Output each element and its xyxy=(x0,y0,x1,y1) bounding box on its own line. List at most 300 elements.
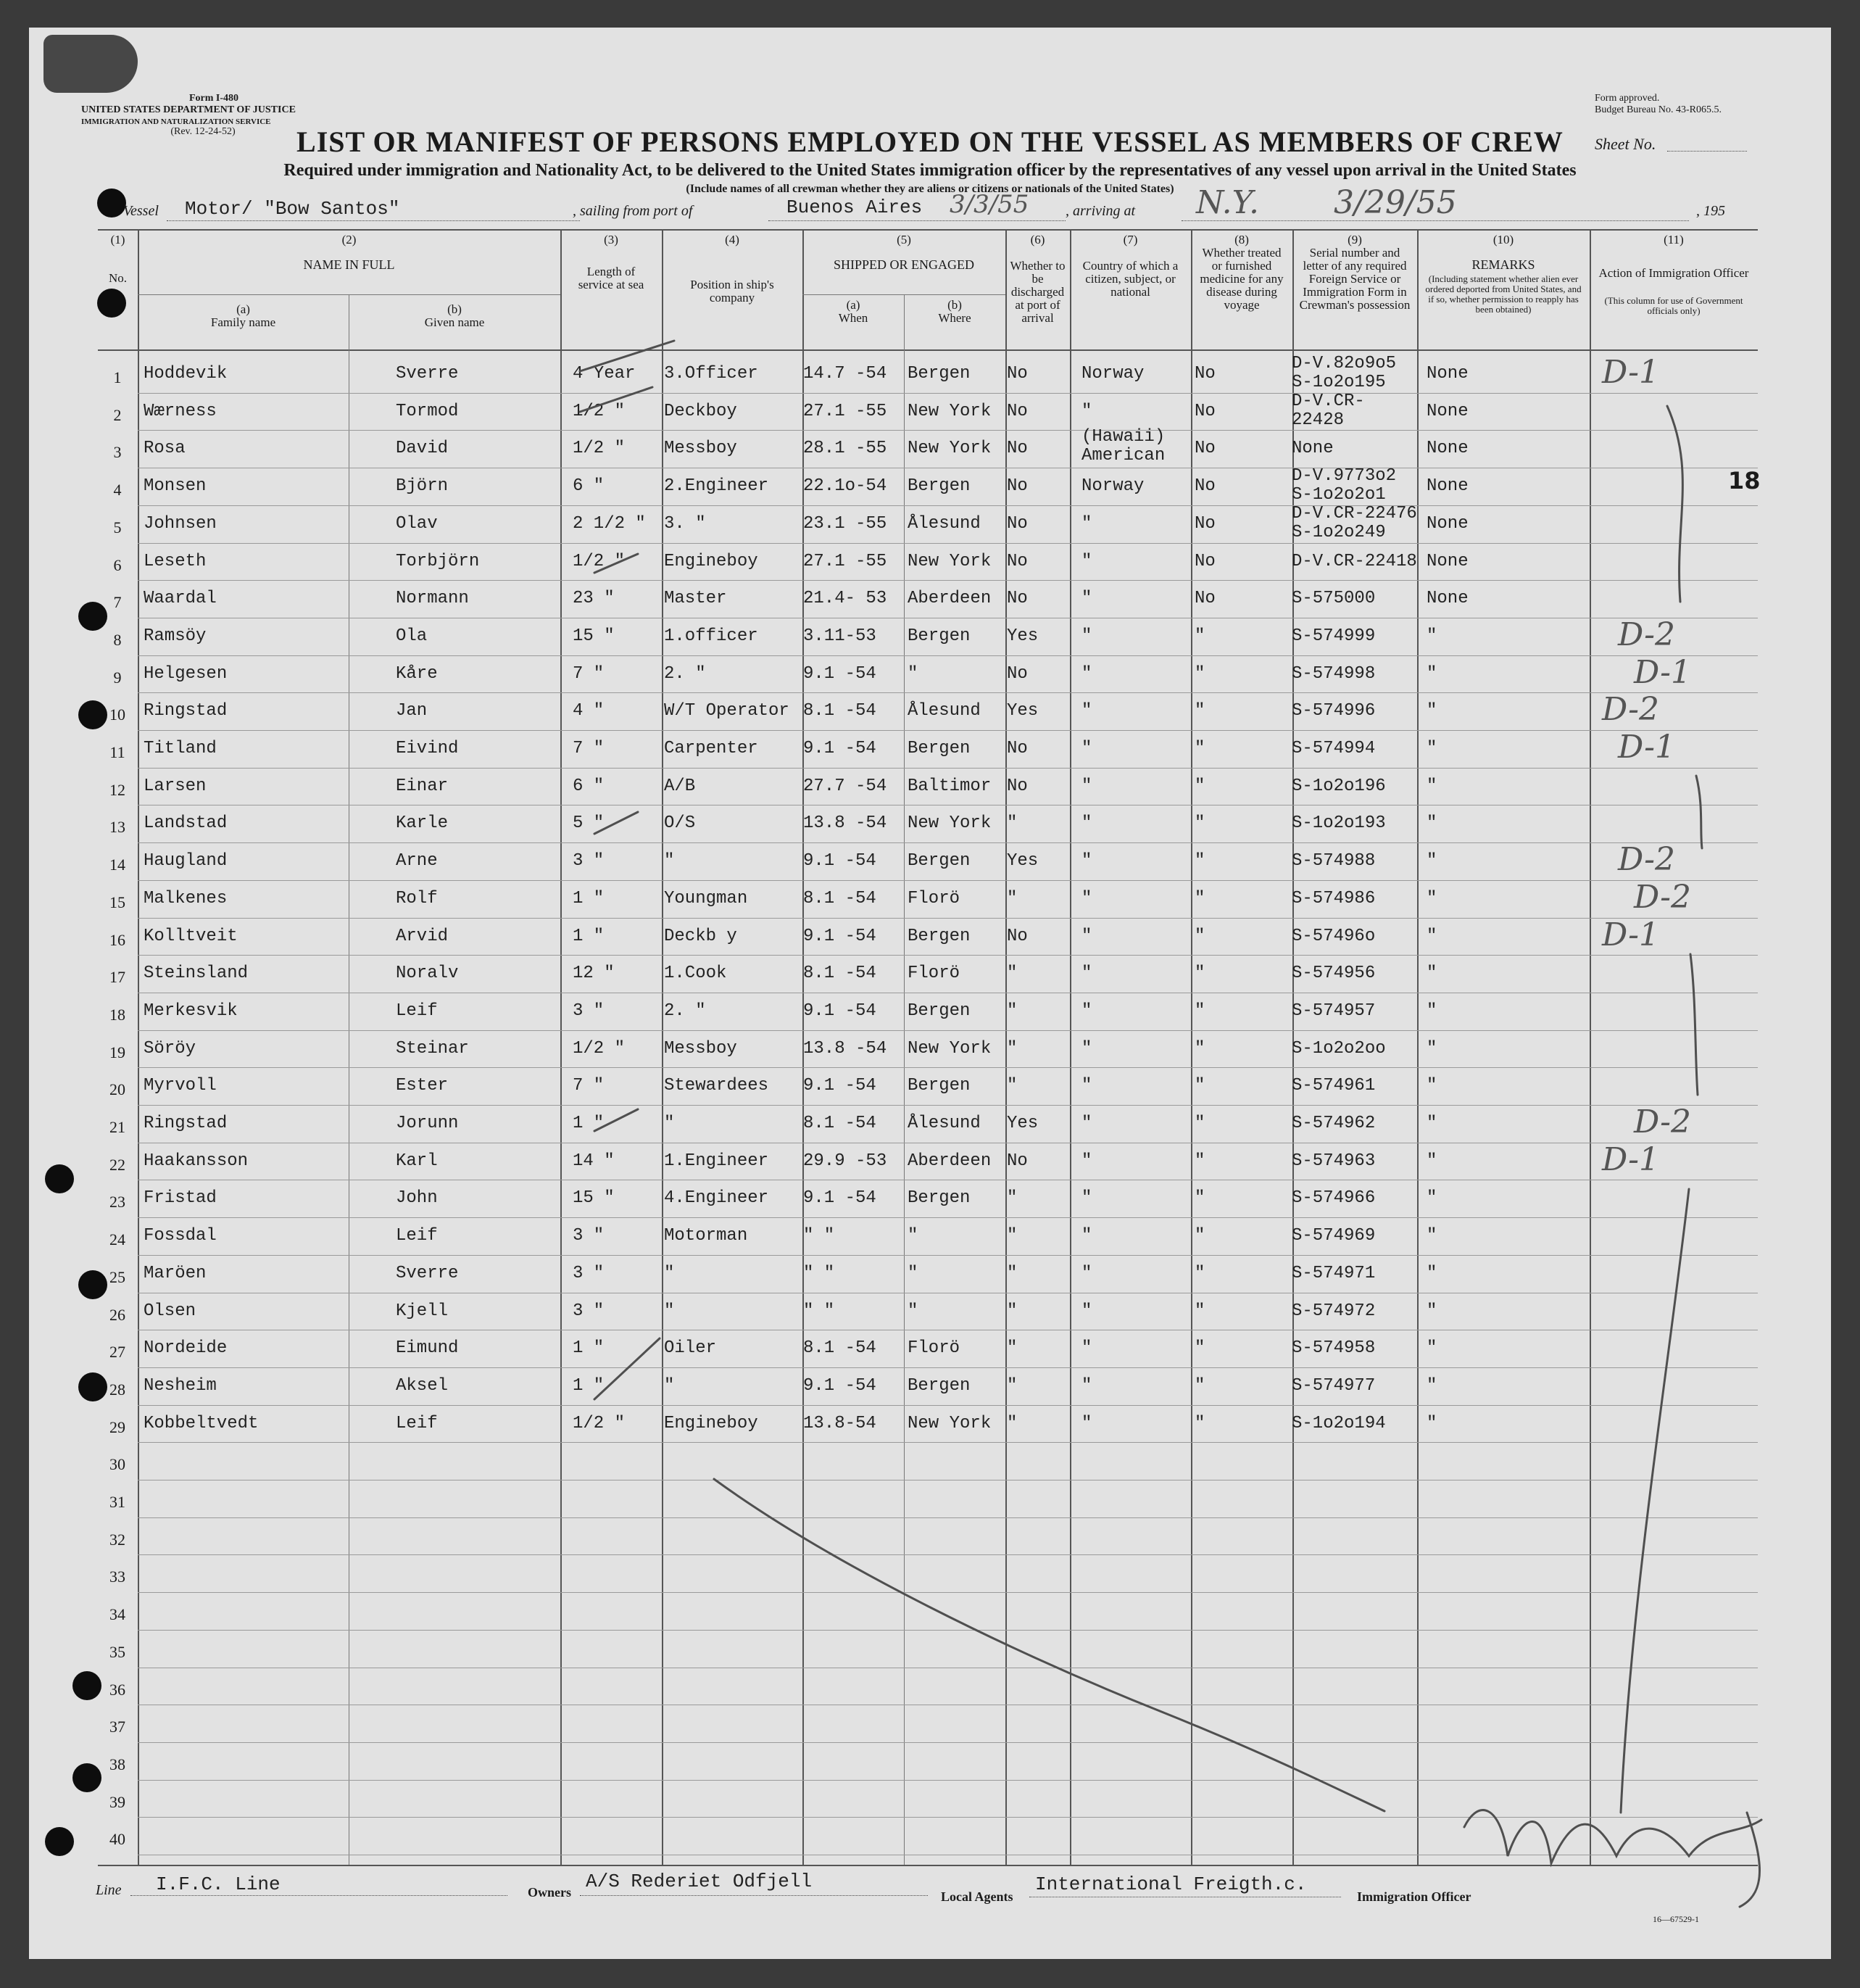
cell-country: " xyxy=(1081,513,1092,534)
cell-family: Wærness xyxy=(144,401,217,421)
cell-country: Norway xyxy=(1081,364,1145,384)
cell-when: 8.1 -54 xyxy=(803,888,876,908)
cell-discharged: " xyxy=(1007,1226,1018,1246)
cell-country: " xyxy=(1081,1263,1092,1283)
col-5b-letter: (b) xyxy=(947,298,962,312)
cell-where: Florö xyxy=(908,964,960,984)
line-label: Line xyxy=(96,1882,122,1898)
cell-given: Ester xyxy=(396,1076,449,1096)
form-approved: Form approved. xyxy=(1595,93,1660,104)
row-number: 3 xyxy=(113,443,122,462)
cell-treated: " xyxy=(1195,813,1205,834)
cell-given: Torbjörn xyxy=(396,551,480,571)
cell-discharged: No xyxy=(1007,739,1028,758)
length-check xyxy=(594,1338,660,1399)
cell-discharged: No xyxy=(1007,476,1028,497)
cell-serial: S-574961 xyxy=(1292,1076,1376,1096)
col-10-number: (10) xyxy=(1492,233,1514,247)
cell-treated: No xyxy=(1195,364,1216,384)
cell-treated: " xyxy=(1195,776,1205,796)
row-number: 34 xyxy=(109,1605,125,1624)
cell-discharged: " xyxy=(1007,1338,1018,1359)
col-where: Where xyxy=(938,311,971,325)
col-given-name: Given name xyxy=(424,315,485,329)
cell-family: Söröy xyxy=(144,1038,196,1059)
cell-serial: D-V.9773o2 xyxy=(1292,466,1397,486)
cell-remarks: " xyxy=(1427,926,1437,946)
cell-length: 7 " xyxy=(573,663,605,684)
cell-length: 15 " xyxy=(573,626,615,646)
cell-discharged: " xyxy=(1007,964,1018,984)
cell-family: Myrvoll xyxy=(144,1076,217,1096)
row-number: 9 xyxy=(113,668,122,687)
cell-family: Olsen xyxy=(144,1301,196,1321)
cell-given: Karle xyxy=(396,813,449,834)
cell-remarks: " xyxy=(1427,1001,1437,1021)
cell-where: Ålesund xyxy=(908,1114,981,1133)
row-number: 13 xyxy=(109,818,125,837)
cell-treated: " xyxy=(1195,1114,1205,1133)
cell-when: 13.8 -54 xyxy=(803,1038,887,1059)
cell-serial: S-574966 xyxy=(1292,1188,1376,1209)
cell-length: 14 " xyxy=(573,1151,615,1171)
cell-country: " xyxy=(1081,1413,1092,1433)
cell-family: Kobbeltvedt xyxy=(144,1413,259,1433)
cell-treated: " xyxy=(1195,663,1205,684)
cell-position: 2. " xyxy=(664,663,706,684)
cell-position: Oiler xyxy=(664,1338,717,1359)
budget-bureau-number: Budget Bureau No. 43-R065.5. xyxy=(1595,104,1722,115)
row-number: 36 xyxy=(109,1680,125,1699)
cell-country: " xyxy=(1081,813,1092,834)
cell-when: 8.1 -54 xyxy=(803,1114,876,1133)
cell-treated: " xyxy=(1195,739,1205,758)
cell-length: 5 " xyxy=(573,813,605,834)
margin-note: 18 xyxy=(1728,467,1761,494)
cell-given: Arvid xyxy=(396,926,449,946)
col-2a-letter: (a) xyxy=(236,302,250,316)
cell-length: 7 " xyxy=(573,739,605,758)
cell-serial: S-574996 xyxy=(1292,701,1376,721)
cell-where: Florö xyxy=(908,888,960,908)
owners-name: A/S Rederiet Odfjell xyxy=(586,1871,813,1892)
cell-serial: S-574969 xyxy=(1292,1226,1376,1246)
cell-given: Jorunn xyxy=(396,1114,459,1133)
col-when: When xyxy=(838,311,868,325)
cell-discharged: No xyxy=(1007,1151,1028,1171)
print-code: 16—67529-1 xyxy=(1653,1914,1699,1924)
cell-length: 12 " xyxy=(573,964,615,984)
row-number: 16 xyxy=(109,930,125,949)
cell-country: " xyxy=(1081,626,1092,646)
cell-discharged: No xyxy=(1007,551,1028,571)
cell-remarks: None xyxy=(1427,364,1469,384)
cell-family: Leseth xyxy=(144,551,207,571)
action-mark: D-2 xyxy=(1634,1103,1691,1140)
cell-country: " xyxy=(1081,964,1092,984)
cell-remarks: " xyxy=(1427,1188,1437,1209)
cell-discharged: " xyxy=(1007,813,1018,834)
cell-discharged: Yes xyxy=(1007,1114,1039,1133)
cell-position: Stewardees xyxy=(664,1076,769,1096)
cell-given: Rolf xyxy=(396,888,438,908)
cell-when: 13.8-54 xyxy=(803,1413,876,1433)
cell-when: 9.1 -54 xyxy=(803,1001,876,1021)
cell-treated: " xyxy=(1195,1001,1205,1021)
cell-position: Deckboy xyxy=(664,401,737,421)
row-number: 29 xyxy=(109,1417,125,1436)
cell-treated: " xyxy=(1195,1375,1205,1396)
col-remarks-note: (Including statement whether alien ever ordered deported from United States, and if so, whether permission to reapply has been obtained) xyxy=(1425,273,1582,315)
cell-position: Engineboy xyxy=(664,1413,758,1433)
cell-position: 1.officer xyxy=(664,626,758,646)
cell-given: Noralv xyxy=(396,964,459,984)
cell-remarks: " xyxy=(1427,701,1437,721)
cell-serial: S-574998 xyxy=(1292,663,1376,684)
cell-length: 1/2 " xyxy=(573,1038,626,1059)
cell-where: New York xyxy=(908,551,992,571)
cell-family: Landstad xyxy=(144,813,228,834)
cell-discharged: " xyxy=(1007,1375,1018,1396)
row-number: 17 xyxy=(109,968,125,987)
col-family-name: Family name xyxy=(210,315,276,329)
manifest-note: (Include names of all crewman whether they are aliens or citizens or nationals of the United States) xyxy=(686,183,1174,195)
row-number: 25 xyxy=(109,1267,125,1286)
cell-position: " xyxy=(664,1301,675,1321)
cell-treated: " xyxy=(1195,701,1205,721)
cell-treated: No xyxy=(1195,476,1216,497)
row-number: 14 xyxy=(109,856,125,874)
cell-country: " xyxy=(1081,926,1092,946)
cell-serial: S-574956 xyxy=(1292,964,1376,984)
action-mark: D-2 xyxy=(1602,691,1659,729)
cell-position: A/B xyxy=(664,776,696,796)
cell-given: Björn xyxy=(396,476,449,497)
owners-label: Owners xyxy=(528,1885,571,1900)
cell-country: Norway xyxy=(1081,476,1145,497)
cell-treated: No xyxy=(1195,439,1216,459)
cell-remarks: " xyxy=(1427,739,1437,758)
cell-position: " xyxy=(664,851,675,871)
cell-position: " xyxy=(664,1263,675,1283)
cell-treated: " xyxy=(1195,1226,1205,1246)
cell-remarks: " xyxy=(1427,1301,1437,1321)
cell-family: Ringstad xyxy=(144,701,228,721)
cell-where: Bergen xyxy=(908,1001,971,1021)
row-number: 4 xyxy=(113,481,122,500)
cell-position: " xyxy=(664,1114,675,1133)
cell-when: 9.1 -54 xyxy=(803,1188,876,1209)
cell-family: Larsen xyxy=(144,776,207,796)
cell-given: Leif xyxy=(396,1226,438,1246)
row-number: 27 xyxy=(109,1343,125,1362)
cell-country: " xyxy=(1081,739,1092,758)
cell-when: " " xyxy=(803,1263,835,1283)
cell-discharged: Yes xyxy=(1007,701,1039,721)
row-number: 11 xyxy=(109,743,125,761)
col-3-number: (3) xyxy=(604,233,618,247)
cell-treated: " xyxy=(1195,1338,1205,1359)
row-number: 38 xyxy=(109,1755,125,1773)
cell-when: 29.9 -53 xyxy=(803,1151,887,1171)
cell-when: 27.1 -55 xyxy=(803,401,887,421)
cell-position: Engineboy xyxy=(664,551,758,571)
row-number: 12 xyxy=(109,780,125,799)
length-check xyxy=(594,812,638,834)
cell-when: 9.1 -54 xyxy=(803,851,876,871)
cell-position: 2.Engineer xyxy=(664,476,769,497)
cell-country: " xyxy=(1081,1151,1092,1171)
cell-remarks: " xyxy=(1427,1375,1437,1396)
cell-treated: " xyxy=(1195,1188,1205,1209)
cell-where: " xyxy=(908,1263,918,1283)
cell-when: " " xyxy=(803,1301,835,1321)
cell-serial: S-1o2o2oo xyxy=(1292,1038,1386,1059)
cell-treated: " xyxy=(1195,1413,1205,1433)
cell-given: Normann xyxy=(396,589,469,609)
arriving-port: N.Y. xyxy=(1196,184,1260,221)
cell-family: Hoddevik xyxy=(144,364,228,384)
cell-treated: No xyxy=(1195,513,1216,534)
cell-when: " " xyxy=(803,1226,835,1246)
cell-position: Carpenter xyxy=(664,739,758,758)
cell-given: Sverre xyxy=(396,1263,459,1283)
cell-country: " xyxy=(1081,1076,1092,1096)
cell-treated: " xyxy=(1195,626,1205,646)
cell-length: 1 " xyxy=(573,1375,605,1396)
row-number: 15 xyxy=(109,892,125,911)
cell-length: 23 " xyxy=(573,589,615,609)
cell-discharged: " xyxy=(1007,1188,1018,1209)
cell-serial: S-574957 xyxy=(1292,1001,1376,1021)
cell-treated: " xyxy=(1195,1263,1205,1283)
cell-serial: S-574958 xyxy=(1292,1338,1376,1359)
cell-discharged: " xyxy=(1007,1263,1018,1283)
row-number: 1 xyxy=(113,368,122,386)
cell-given: Karl xyxy=(396,1151,438,1171)
cell-serial: S-574972 xyxy=(1292,1301,1376,1321)
length-check xyxy=(594,1109,638,1131)
col-no-label: No. xyxy=(108,271,128,285)
cell-country: " xyxy=(1081,1226,1092,1246)
row-number: 23 xyxy=(109,1193,125,1212)
cell-treated: No xyxy=(1195,589,1216,609)
cell-remarks: " xyxy=(1427,1151,1437,1171)
col-treated: Whether treated or furnished medicine for any disease during voyage xyxy=(1200,246,1284,312)
year-label: , 195 xyxy=(1696,203,1725,219)
cell-family: Rosa xyxy=(144,439,186,459)
cell-position: Youngman xyxy=(664,888,748,908)
cell-country: " xyxy=(1081,1038,1092,1059)
revision-date: (Rev. 12-24-52) xyxy=(170,126,236,137)
col-shipped-engaged: SHIPPED OR ENGAGED xyxy=(833,257,974,272)
cell-remarks: " xyxy=(1427,1263,1437,1283)
row-number: 30 xyxy=(109,1455,125,1474)
cell-given: Eivind xyxy=(396,739,459,758)
cell-discharged: No xyxy=(1007,364,1028,384)
agency-name: UNITED STATES DEPARTMENT OF JUSTICE xyxy=(81,104,296,115)
cell-serial-second-line: S-1o2o195 xyxy=(1292,373,1386,392)
cell-country: " xyxy=(1081,1001,1092,1021)
manifest-title: LIST OR MANIFEST OF PERSONS EMPLOYED ON THE VESSEL AS MEMBERS OF CREW xyxy=(296,125,1564,158)
cell-when: 8.1 -54 xyxy=(803,1338,876,1359)
cell-serial: S-1o2o194 xyxy=(1292,1413,1386,1433)
cell-treated: " xyxy=(1195,888,1205,908)
col-action-note: (This column for use of Government officials only) xyxy=(1604,295,1743,316)
bracket-line xyxy=(1667,406,1682,602)
cell-remarks: " xyxy=(1427,813,1437,834)
col-name-full: NAME IN FULL xyxy=(303,257,395,272)
cell-remarks: " xyxy=(1427,776,1437,796)
cell-position: 2. " xyxy=(664,1001,706,1021)
cell-length: 1 " xyxy=(573,1338,605,1359)
action-mark: D-2 xyxy=(1618,616,1675,653)
cell-serial: S-574971 xyxy=(1292,1263,1376,1283)
cell-family: Haugland xyxy=(144,851,228,871)
cell-given: Einar xyxy=(396,776,449,796)
cell-family: Johnsen xyxy=(144,513,217,534)
cell-when: 27.1 -55 xyxy=(803,551,887,571)
cell-treated: " xyxy=(1195,964,1205,984)
immigration-officer-label: Immigration Officer xyxy=(1357,1889,1471,1904)
row-number: 22 xyxy=(109,1155,125,1174)
row-number: 5 xyxy=(113,518,122,537)
cell-length: 7 " xyxy=(573,1076,605,1096)
cell-serial: S-575000 xyxy=(1292,589,1376,609)
cell-serial: D-V.82o9o5 xyxy=(1292,354,1397,373)
cell-serial: D-V.CR-22476 xyxy=(1292,503,1417,523)
cell-when: 14.7 -54 xyxy=(803,364,887,384)
cell-serial: S-1o2o196 xyxy=(1292,776,1386,796)
cell-given: Leif xyxy=(396,1001,438,1021)
cell-family: Maröen xyxy=(144,1263,207,1283)
row-number: 26 xyxy=(109,1305,125,1324)
arriving-label: , arriving at xyxy=(1066,203,1136,219)
row-number: 33 xyxy=(109,1567,125,1586)
row-number: 31 xyxy=(109,1493,125,1511)
cell-serial: S-574986 xyxy=(1292,888,1376,908)
cell-where: Bergen xyxy=(908,626,971,646)
cell-given: Arne xyxy=(396,851,438,871)
cell-where: New York xyxy=(908,1413,992,1433)
cancel-stroke xyxy=(714,1479,1384,1811)
cell-family: Helgesen xyxy=(144,663,228,684)
arriving-date: 3/29/55 xyxy=(1334,184,1457,221)
cell-length: 2 1/2 " xyxy=(573,513,646,534)
cell-country: " xyxy=(1081,1338,1092,1359)
cell-length: 1/2 " xyxy=(573,1413,626,1433)
col-5-number: (5) xyxy=(897,233,911,247)
cell-given: Kjell xyxy=(396,1301,449,1321)
cell-remarks: " xyxy=(1427,1114,1437,1133)
cell-treated: No xyxy=(1195,551,1216,571)
row-number: 20 xyxy=(109,1080,125,1099)
cell-position: Messboy xyxy=(664,439,737,459)
col-position: Position in ship's company xyxy=(690,278,774,305)
cell-country-second-line: American xyxy=(1081,446,1166,466)
cell-remarks: " xyxy=(1427,888,1437,908)
cell-remarks: " xyxy=(1427,1076,1437,1096)
cell-length: 3 " xyxy=(573,1301,605,1321)
col-2b-letter: (b) xyxy=(447,302,462,316)
cell-remarks: None xyxy=(1427,401,1469,421)
cell-where: Aberdeen xyxy=(908,589,992,609)
sheet-number-label: Sheet No. xyxy=(1595,135,1656,153)
cell-remarks: " xyxy=(1427,964,1437,984)
cell-where: Bergen xyxy=(908,1188,971,1209)
cell-when: 8.1 -54 xyxy=(803,964,876,984)
col-length-service: Length of service at sea xyxy=(578,265,644,291)
cell-discharged: No xyxy=(1007,589,1028,609)
cell-serial-second-line: S-1o2o249 xyxy=(1292,522,1386,542)
cell-serial: S-574999 xyxy=(1292,626,1376,646)
cell-where: Bergen xyxy=(908,364,971,384)
cell-discharged: " xyxy=(1007,1413,1018,1433)
cell-where: Bergen xyxy=(908,1076,971,1096)
row-number: 35 xyxy=(109,1642,125,1661)
cell-remarks: " xyxy=(1427,1413,1437,1433)
cell-remarks: None xyxy=(1427,589,1469,609)
local-agents-label: Local Agents xyxy=(941,1889,1013,1904)
cell-country: " xyxy=(1081,1114,1092,1133)
form-number: Form I-480 xyxy=(188,93,239,104)
col-1-number: (1) xyxy=(110,233,125,247)
cell-treated: " xyxy=(1195,1076,1205,1096)
col-5a-letter: (a) xyxy=(846,298,860,312)
local-agents-name: International Freigth.c. xyxy=(1035,1873,1307,1895)
cell-position: 3.Officer xyxy=(664,364,758,384)
vessel-label: Vessel xyxy=(123,203,159,219)
cell-serial: D-V.CR- xyxy=(1292,391,1365,411)
length-check xyxy=(594,554,638,573)
cell-remarks: " xyxy=(1427,626,1437,646)
col-action: Action of Immigration Officer xyxy=(1598,266,1749,280)
cell-length: 1/2 " xyxy=(573,439,626,459)
cell-given: Olav xyxy=(396,513,438,534)
cell-serial: S-574988 xyxy=(1292,851,1376,871)
cell-given: Ola xyxy=(396,626,428,646)
cell-where: Bergen xyxy=(908,476,971,497)
cell-discharged: " xyxy=(1007,1301,1018,1321)
action-mark: D-1 xyxy=(1634,653,1691,691)
cell-remarks: None xyxy=(1427,551,1469,571)
cell-remarks: " xyxy=(1427,851,1437,871)
cell-position: " xyxy=(664,1375,675,1396)
col-7-number: (7) xyxy=(1123,233,1138,247)
row-number: 40 xyxy=(109,1830,125,1849)
cell-country: " xyxy=(1081,663,1092,684)
bracket-line xyxy=(1696,776,1702,848)
cell-length: 15 " xyxy=(573,1188,615,1209)
cell-when: 23.1 -55 xyxy=(803,513,887,534)
cell-remarks: " xyxy=(1427,1038,1437,1059)
cell-country: " xyxy=(1081,776,1092,796)
col-6-number: (6) xyxy=(1030,233,1045,247)
cell-family: Ringstad xyxy=(144,1114,228,1133)
cell-given: Jan xyxy=(396,701,428,721)
cell-length: 4 " xyxy=(573,701,605,721)
cell-position: 3. " xyxy=(664,513,706,534)
cell-when: 3.11-53 xyxy=(803,626,876,646)
row-number: 6 xyxy=(113,555,122,574)
cell-discharged: No xyxy=(1007,776,1028,796)
col-country: Country of which a citizen, subject, or national xyxy=(1082,259,1179,299)
cell-where: Ålesund xyxy=(908,701,981,721)
row-number: 28 xyxy=(109,1380,125,1399)
cell-country: " xyxy=(1081,551,1092,571)
cell-family: Ramsöy xyxy=(144,626,207,646)
cell-treated: " xyxy=(1195,1038,1205,1059)
